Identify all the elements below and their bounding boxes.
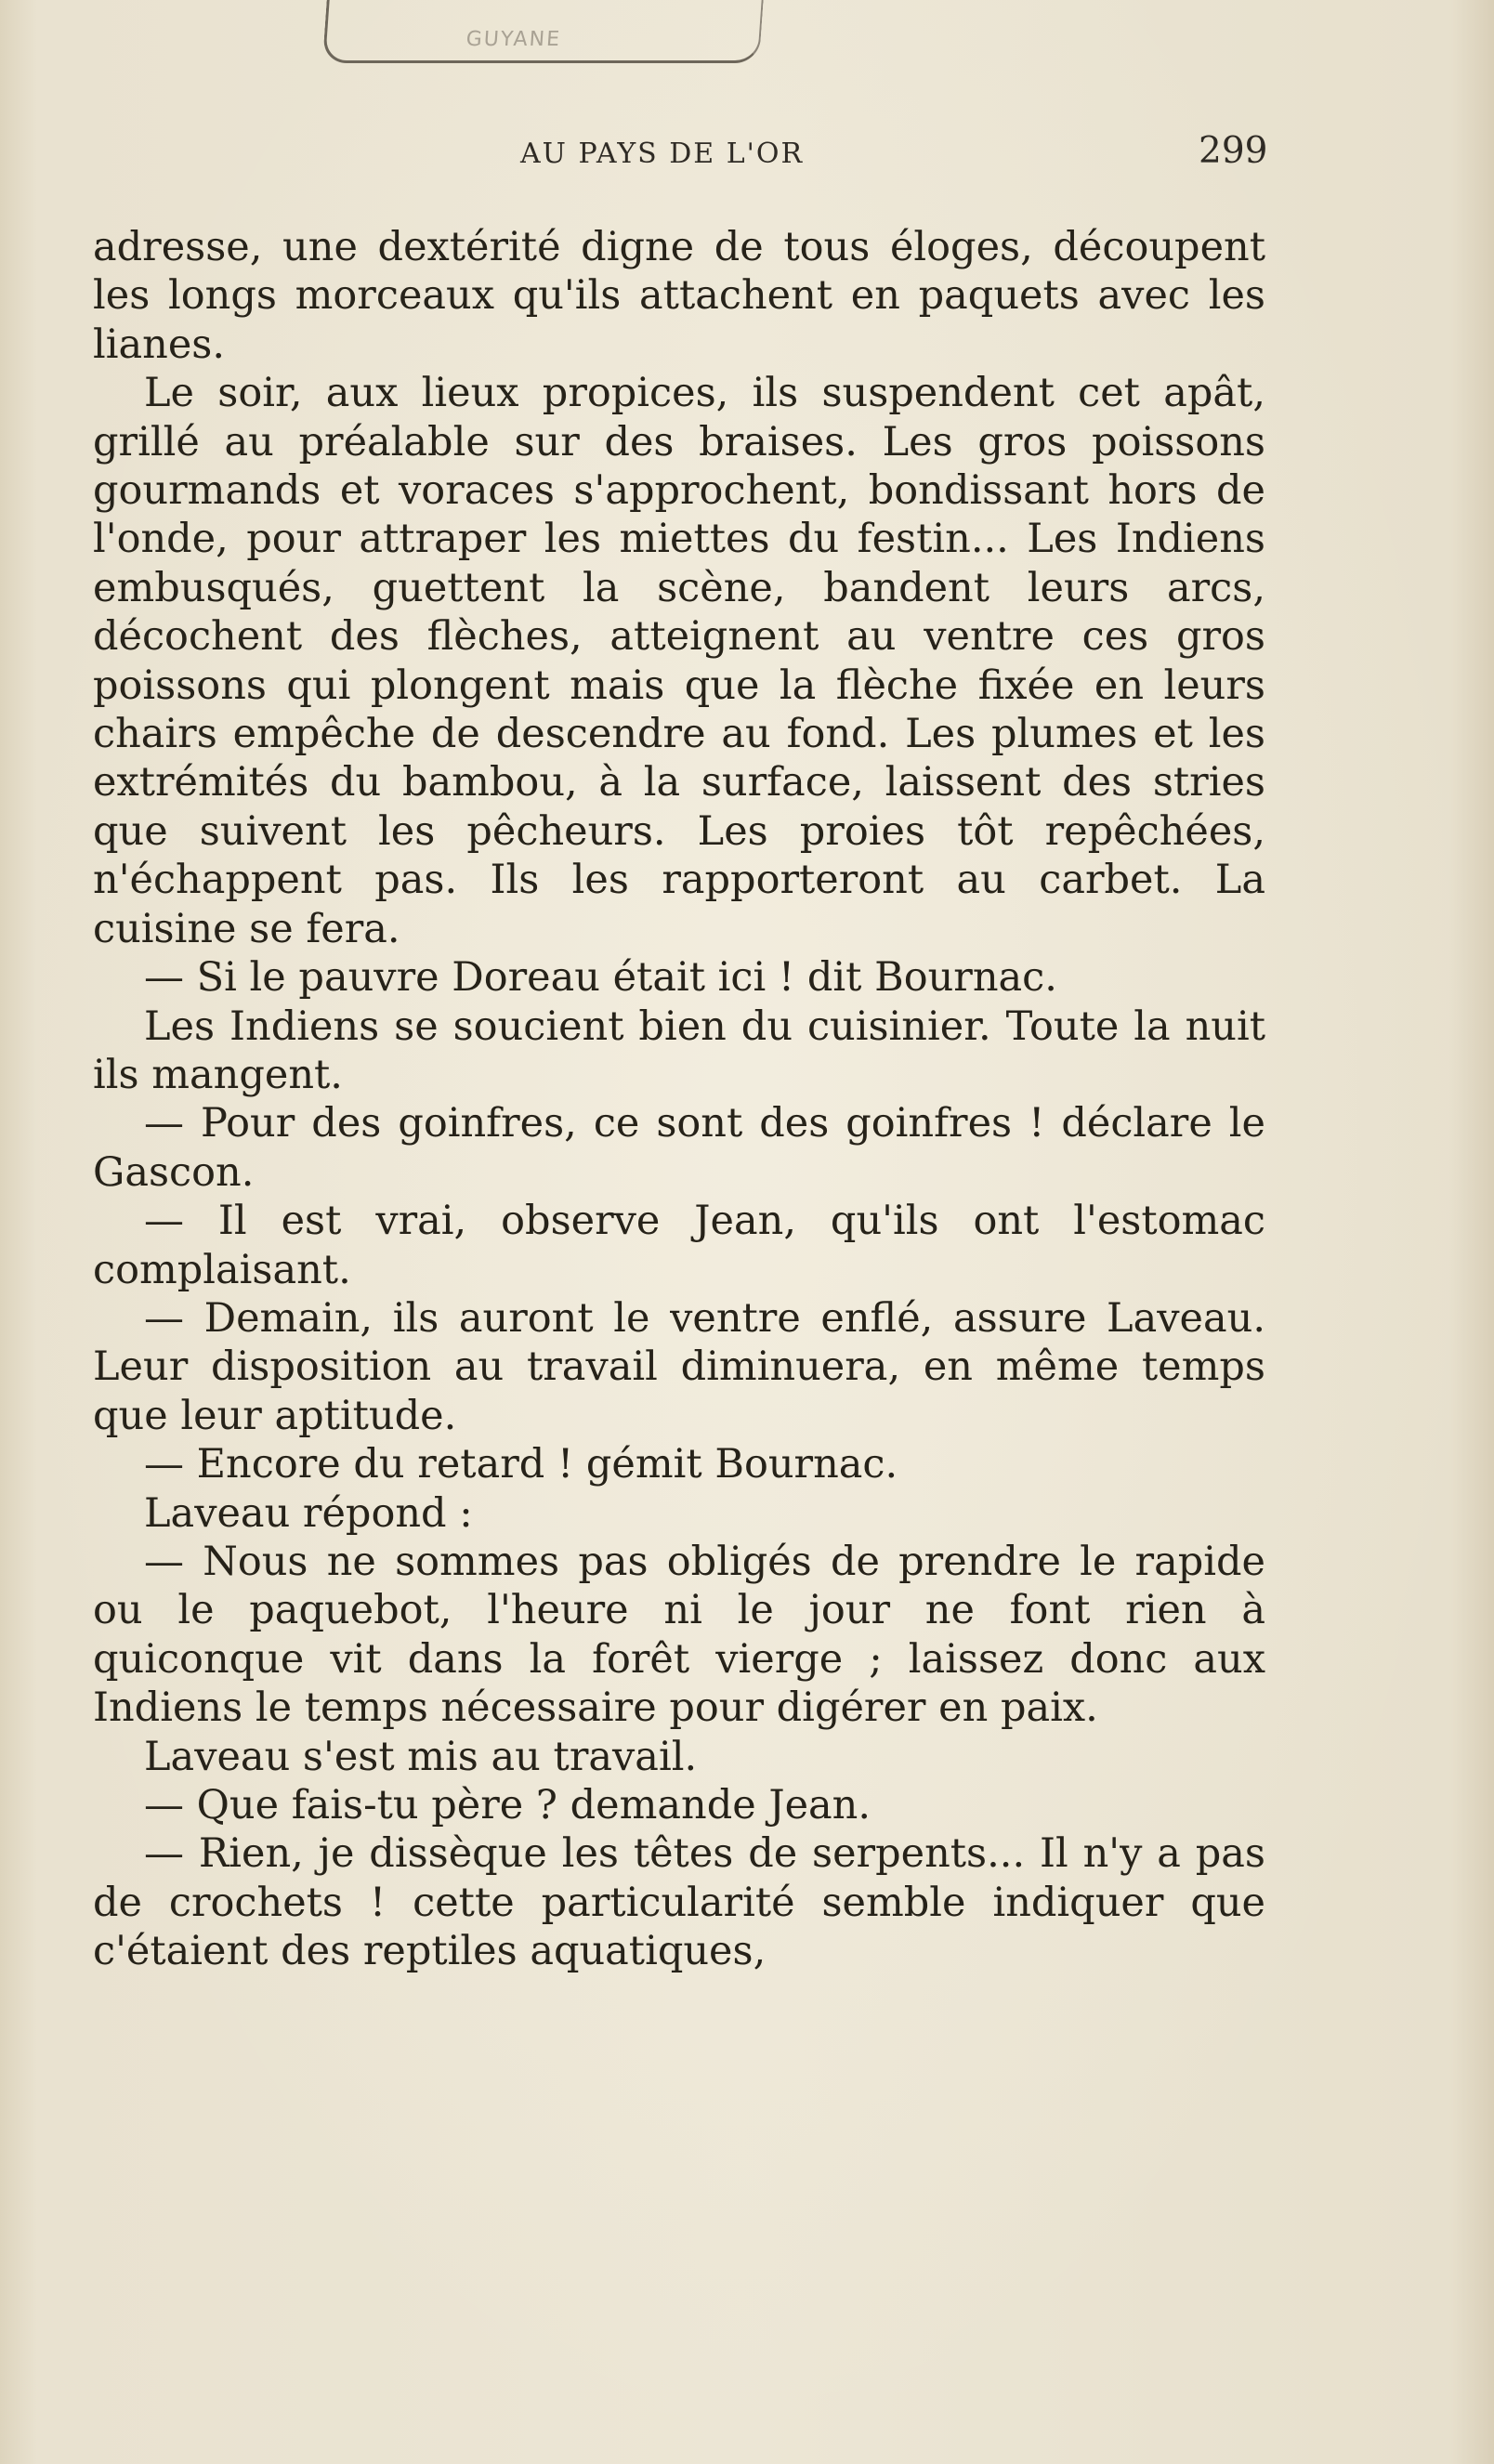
paragraph: — Que fais-tu père ? demande Jean. [144,1782,872,1828]
paragraph: — Encore du retard ! gémit Bournac. [144,1441,898,1488]
body-text [93,223,1265,1976]
stamp-text: GUYANE [465,28,562,51]
paragraph: — Pour des goinfres, ce sont des goinfres ! déclare le Gascon. [93,1100,1265,1196]
paragraph: — Nous ne sommes pas obligés de prendre le rapide ou le paquebot, l'heure ni le jour ne font rien à quiconque vit dans la forêt vierge ; laissez donc aux Indiens le temps nécessaire pour digérer en paix. [93,1538,1265,1732]
paragraph: Laveau s'est mis au travail. [144,1733,698,1780]
paragraph: — Demain, ils auront le ventre enflé, assure Laveau. Leur disposition au travail diminuera, en même temps que leur aptitude. [93,1294,1265,1439]
paragraph: — Il est vrai, observe Jean, qu'ils ont l'estomac complaisant. [93,1198,1265,1293]
page-number: 299 [1199,130,1268,172]
running-title: AU PAYS DE L'OR [520,138,805,170]
paragraph: — Rien, je dissèque les têtes de serpents... Il n'y a pas de crochets ! cette particularité semble indiquer que c'étaient des reptiles aquatiques, [93,1830,1265,1975]
paragraph: Laveau répond : [144,1489,473,1537]
paragraph: Les Indiens se soucient bien du cuisinier. Toute la nuit ils mangent. [93,1003,1265,1098]
library-stamp [322,0,765,63]
paragraph: adresse, une dextérité digne de tous éloges, découpent les longs morceaux qu'ils attachent en paquets avec les lianes. [93,224,1265,368]
paragraph: — Si le pauvre Doreau était ici ! dit Bournac. [144,954,1057,1002]
paragraph: Le soir, aux lieux propices, ils suspendent cet apât, grillé au préalable sur des braises. Les gros poissons gourmands et voraces s'approchent, bondissant hors de l'onde, pour attraper les miettes du festin... Les Indiens embusqués, guettent la scène, bandent leurs arcs, décochent des flèches, atteignent au ventre ces gros poissons qui plongent mais que la flèche fixée en leurs chairs empêche de descendre au fond. Les plumes et les extrémités du bambou, à la surface, laissent des stries que suivent les pêcheurs. Les proies tôt repêchées, n'échappent pas. Ils les rapporteront au carbet. La cuisine se fera. [93,370,1265,952]
